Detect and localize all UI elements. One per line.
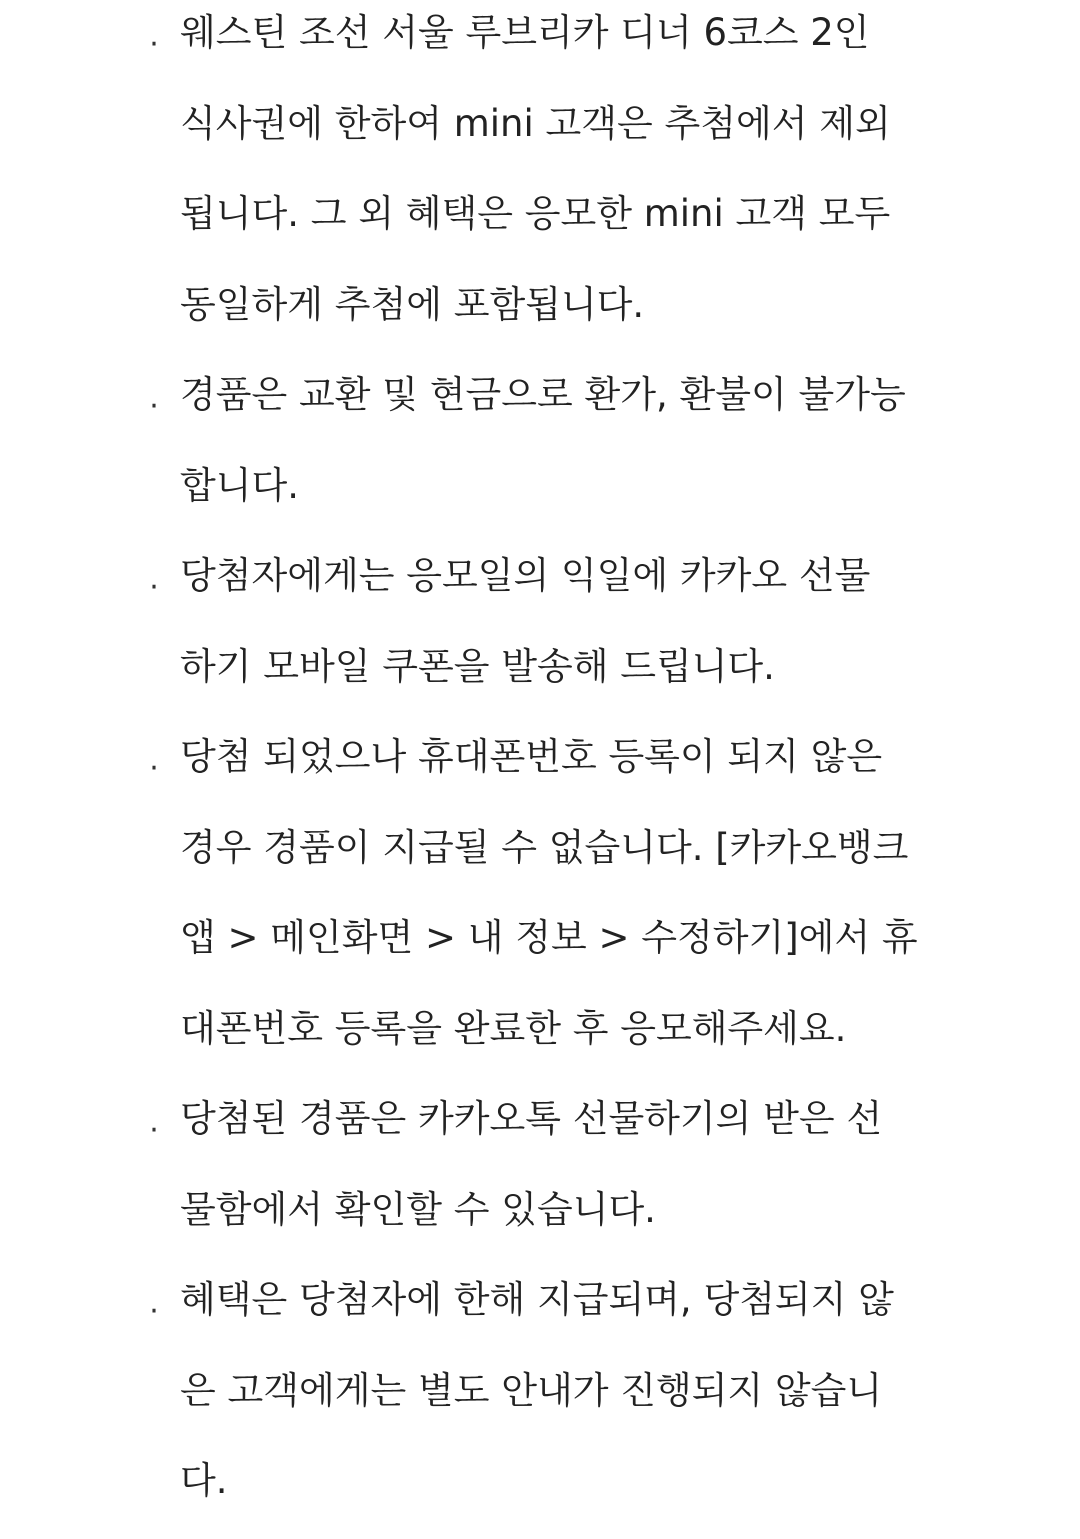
- notice-item: [0, 1086, 1080, 1267]
- notice-text-line: 대폰번호 등록을 완료한 후 응모해주세요.: [180, 1006, 847, 1050]
- notice-text-line: 물함에서 확인할 수 있습니다.: [180, 1187, 656, 1231]
- notice-item: [0, 543, 1080, 724]
- bullet-icon: ·: [149, 389, 159, 424]
- bullet-icon: ·: [149, 570, 159, 605]
- notice-item: [0, 724, 1080, 1086]
- notice-text-line: 경우 경품이 지급될 수 없습니다. [카카오뱅크: [180, 825, 909, 869]
- notice-text-line: 웨스틴 조선 서울 루브리카 디너 6코스 2인: [180, 11, 870, 54]
- bullet-icon: ·: [149, 27, 159, 62]
- notice-item: [0, 362, 1080, 543]
- notice-text-line: 식사권에 한하여 mini 고객은 추첨에서 제외: [180, 101, 891, 145]
- notice-text-line: 당첨자에게는 응모일의 익일에 카카오 선물: [180, 554, 871, 597]
- notice-text-line: 동일하게 추첨에 포함됩니다.: [180, 282, 645, 326]
- notice-text-line: 합니다.: [180, 463, 299, 507]
- notice-text-line: 하기 모바일 쿠폰을 발송해 드립니다.: [180, 644, 775, 688]
- notice-text-line: 당첨 되었으나 휴대폰번호 등록이 되지 않은: [180, 735, 883, 778]
- notice-item: [0, 0, 1080, 362]
- notice-text-line: 경품은 교환 및 현금으로 환가, 환불이 불가능: [180, 373, 906, 416]
- notice-text-line: 다.: [180, 1459, 228, 1502]
- notice-text-line: 은 고객에게는 별도 안내가 진행되지 않습니: [180, 1368, 883, 1412]
- notice-item: [0, 1267, 1080, 1539]
- notice-text-line: 당첨된 경품은 카카오톡 선물하기의 받은 선: [180, 1097, 883, 1140]
- notice-text-line: 앱 > 메인화면 > 내 정보 > 수정하기]에서 휴: [180, 916, 918, 959]
- notice-text-line: 혜택은 당첨자에 한해 지급되며, 당첨되지 않: [180, 1278, 894, 1321]
- bullet-icon: ·: [149, 1294, 159, 1329]
- notice-text-line: 됩니다. 그 외 혜택은 응모한 mini 고객 모두: [180, 192, 891, 235]
- bullet-icon: ·: [149, 751, 159, 786]
- bullet-icon: ·: [149, 1113, 159, 1148]
